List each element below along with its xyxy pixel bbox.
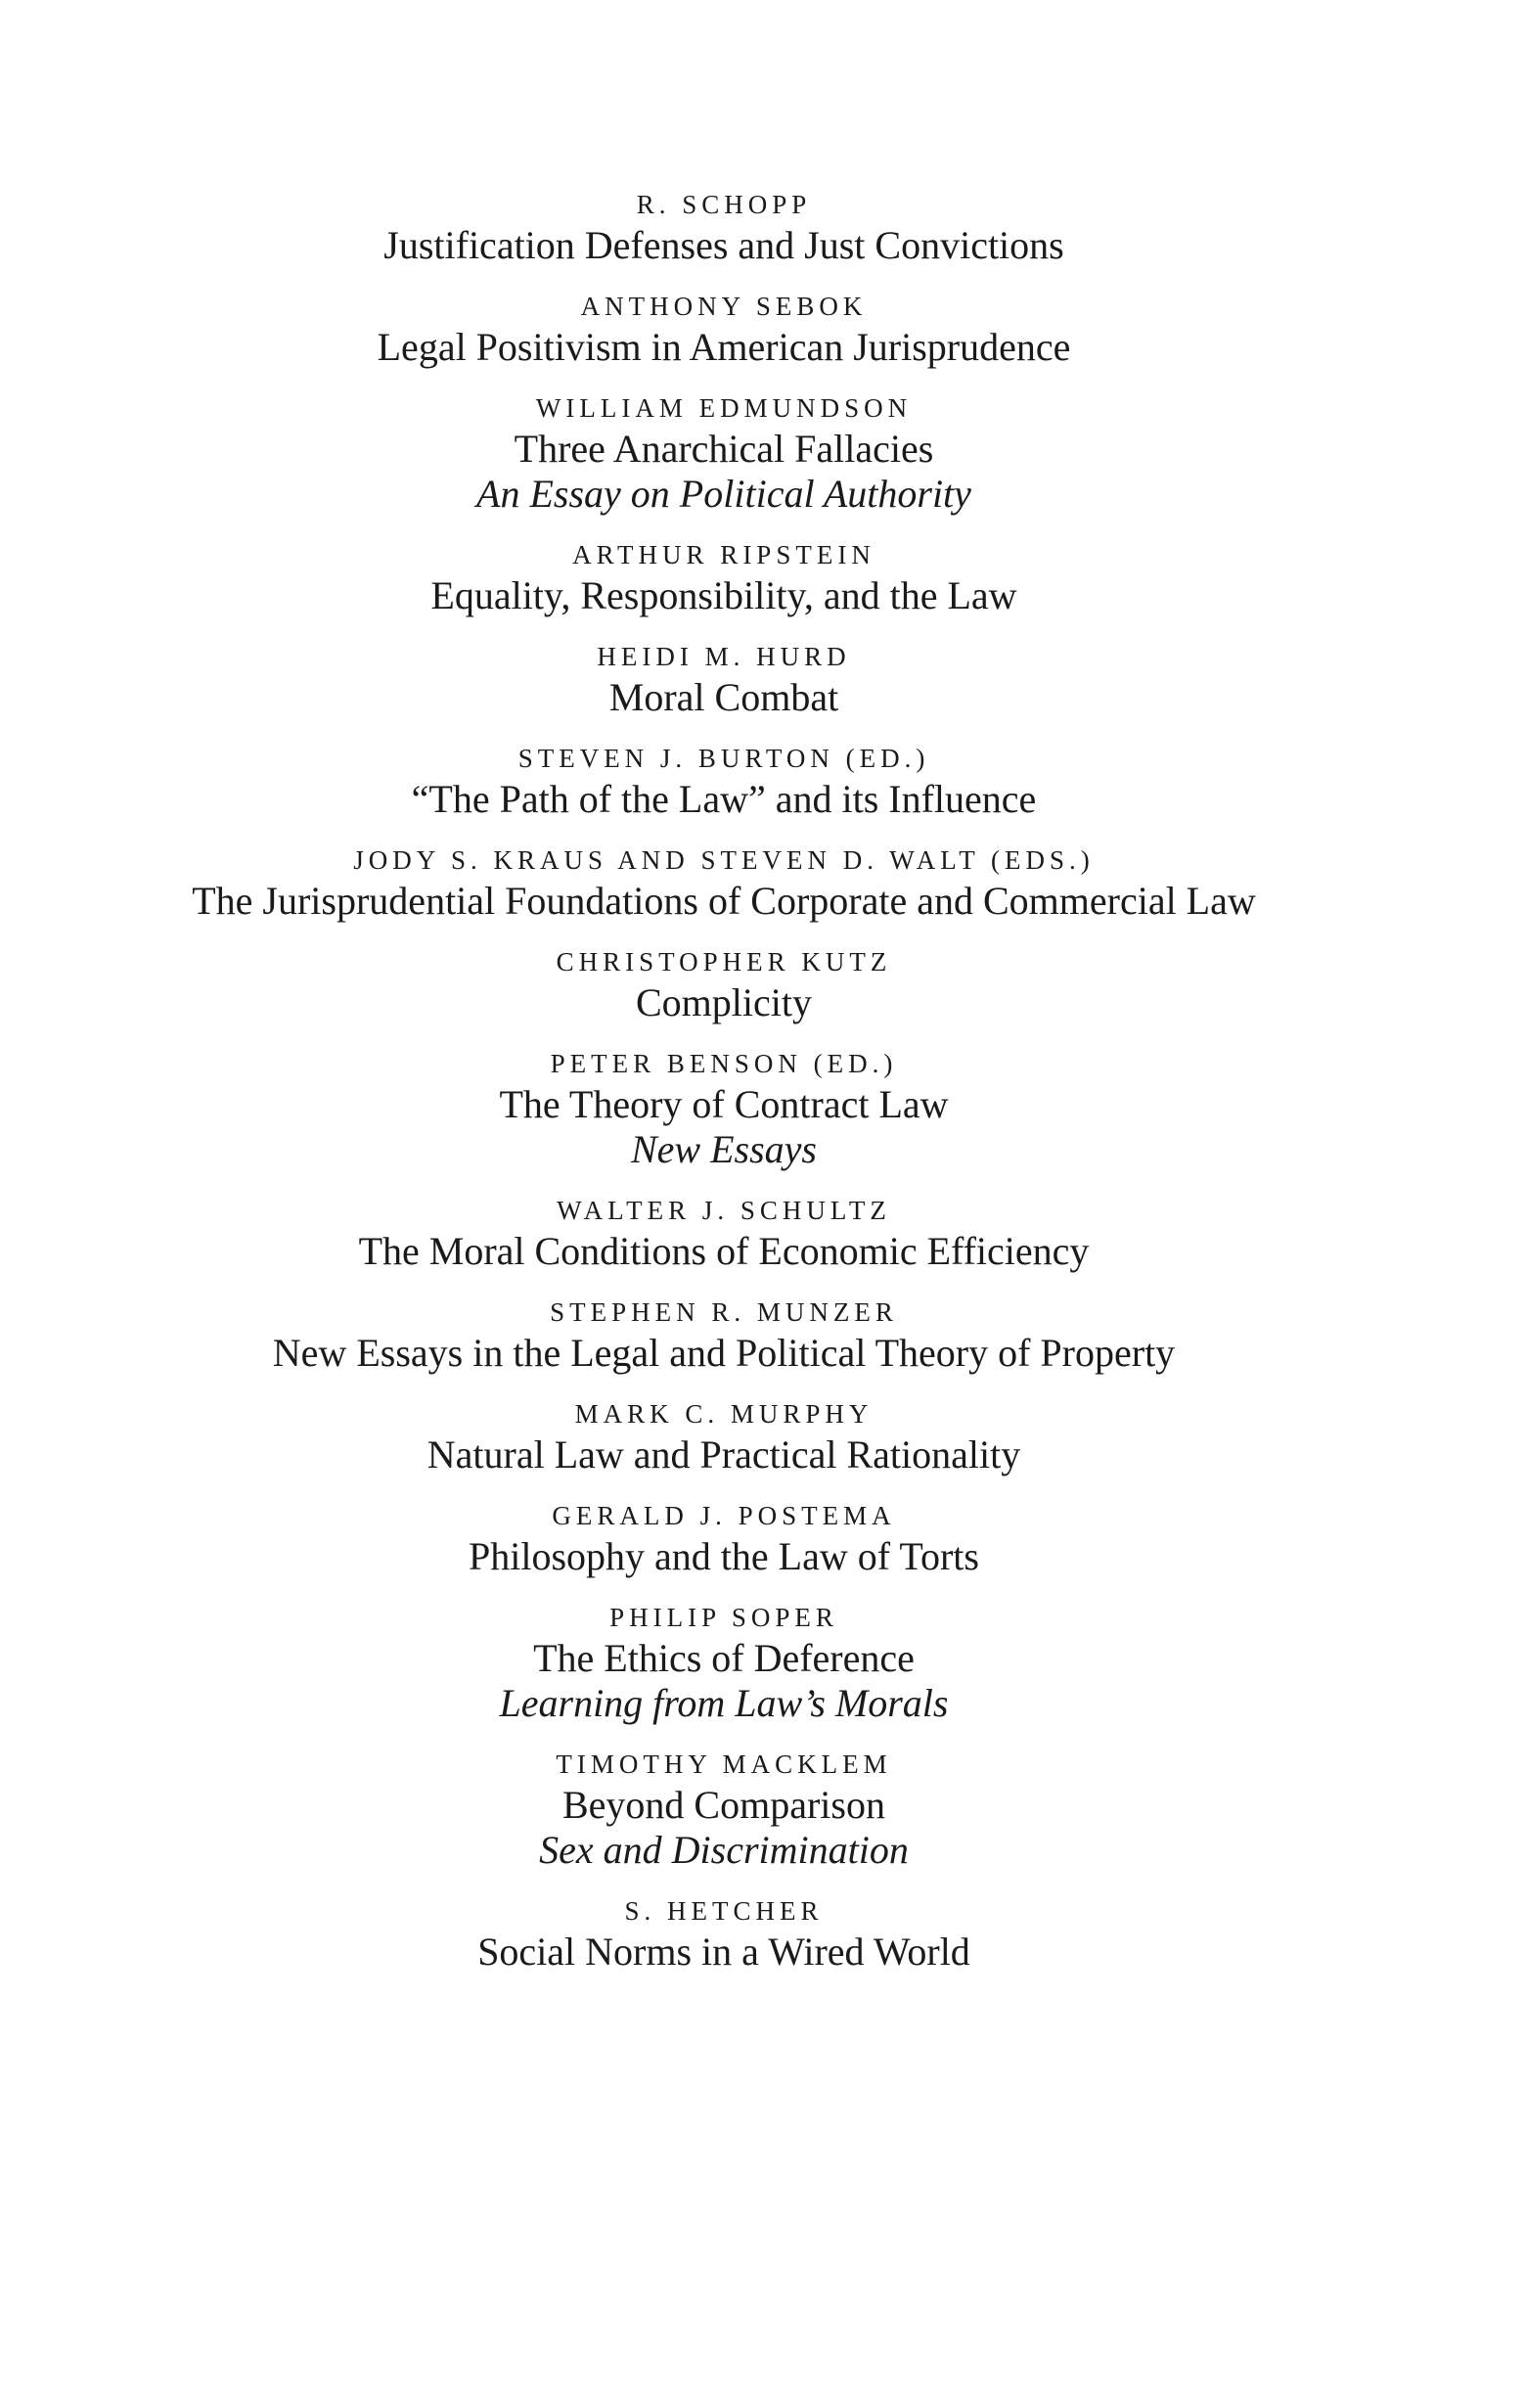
book-subtitle: New Essays xyxy=(631,1127,817,1171)
book-entry xyxy=(0,1395,1448,1477)
book-entry xyxy=(0,740,1448,822)
book-title: The Jurisprudential Foundations of Corporate and Commercial Law xyxy=(192,879,1256,923)
book-subtitle: An Essay on Political Authority xyxy=(476,472,971,516)
book-title: Equality, Responsibility, and the Law xyxy=(430,573,1017,617)
book-author: JODY S. KRAUS AND STEVEN D. WALT (EDS.) xyxy=(353,845,1095,875)
book-author: GERALD J. POSTEMA xyxy=(552,1501,896,1530)
book-entry xyxy=(0,841,1448,924)
book-entry xyxy=(0,943,1448,1025)
book-entry xyxy=(0,1497,1448,1579)
book-entry xyxy=(0,1599,1448,1726)
book-author: STEPHEN R. MUNZER xyxy=(550,1297,898,1327)
book-entry xyxy=(0,638,1448,720)
book-author: ARTHUR RIPSTEIN xyxy=(572,540,875,569)
book-title: Beyond Comparison xyxy=(562,1783,885,1827)
book-title: Justification Defenses and Just Convictions xyxy=(383,223,1064,267)
book-title: Philosophy and the Law of Torts xyxy=(469,1534,979,1578)
book-entry xyxy=(0,536,1448,618)
book-title: Natural Law and Practical Rationality xyxy=(426,1432,1021,1477)
book-subtitle: Learning from Law’s Morals xyxy=(499,1681,949,1725)
book-title: Social Norms in a Wired World xyxy=(477,1930,970,1974)
book-author: PHILIP SOPER xyxy=(609,1603,838,1632)
book-author: TIMOTHY MACKLEM xyxy=(556,1749,892,1779)
book-entry xyxy=(0,1192,1448,1274)
book-author: ANTHONY SEBOK xyxy=(580,292,868,321)
book-entry xyxy=(0,1294,1448,1376)
book-title: The Ethics of Deference xyxy=(533,1636,915,1680)
book-author: S. HETCHER xyxy=(624,1896,824,1926)
book-subtitle: Sex and Discrimination xyxy=(539,1828,909,1872)
book-title: “The Path of the Law” and its Influence xyxy=(411,777,1037,821)
book-author: STEVEN J. BURTON (ED.) xyxy=(517,744,930,773)
book-title: Three Anarchical Fallacies xyxy=(514,427,934,471)
book-author: WILLIAM EDMUNDSON xyxy=(535,393,913,423)
book-entry xyxy=(0,389,1448,517)
book-entry xyxy=(0,1892,1448,1975)
book-entry xyxy=(0,1746,1448,1873)
book-entry xyxy=(0,288,1448,370)
book-title: The Moral Conditions of Economic Efficiency xyxy=(358,1229,1090,1273)
series-book-list xyxy=(0,186,1448,1994)
book-title: Moral Combat xyxy=(608,675,839,719)
book-title: The Theory of Contract Law xyxy=(499,1082,949,1126)
book-title: New Essays in the Legal and Political Theory of Property xyxy=(272,1331,1176,1375)
book-author: WALTER J. SCHULTZ xyxy=(557,1196,891,1225)
book-entry xyxy=(0,1045,1448,1172)
book-author: R. SCHOPP xyxy=(636,190,812,219)
book-title: Complicity xyxy=(636,980,812,1024)
book-entry xyxy=(0,186,1448,268)
book-author: HEIDI M. HURD xyxy=(597,642,851,671)
book-title: Legal Positivism in American Jurisprudence xyxy=(377,325,1071,369)
book-author: PETER BENSON (ED.) xyxy=(550,1049,898,1078)
book-author: CHRISTOPHER KUTZ xyxy=(556,947,892,977)
book-author: MARK C. MURPHY xyxy=(574,1399,874,1429)
